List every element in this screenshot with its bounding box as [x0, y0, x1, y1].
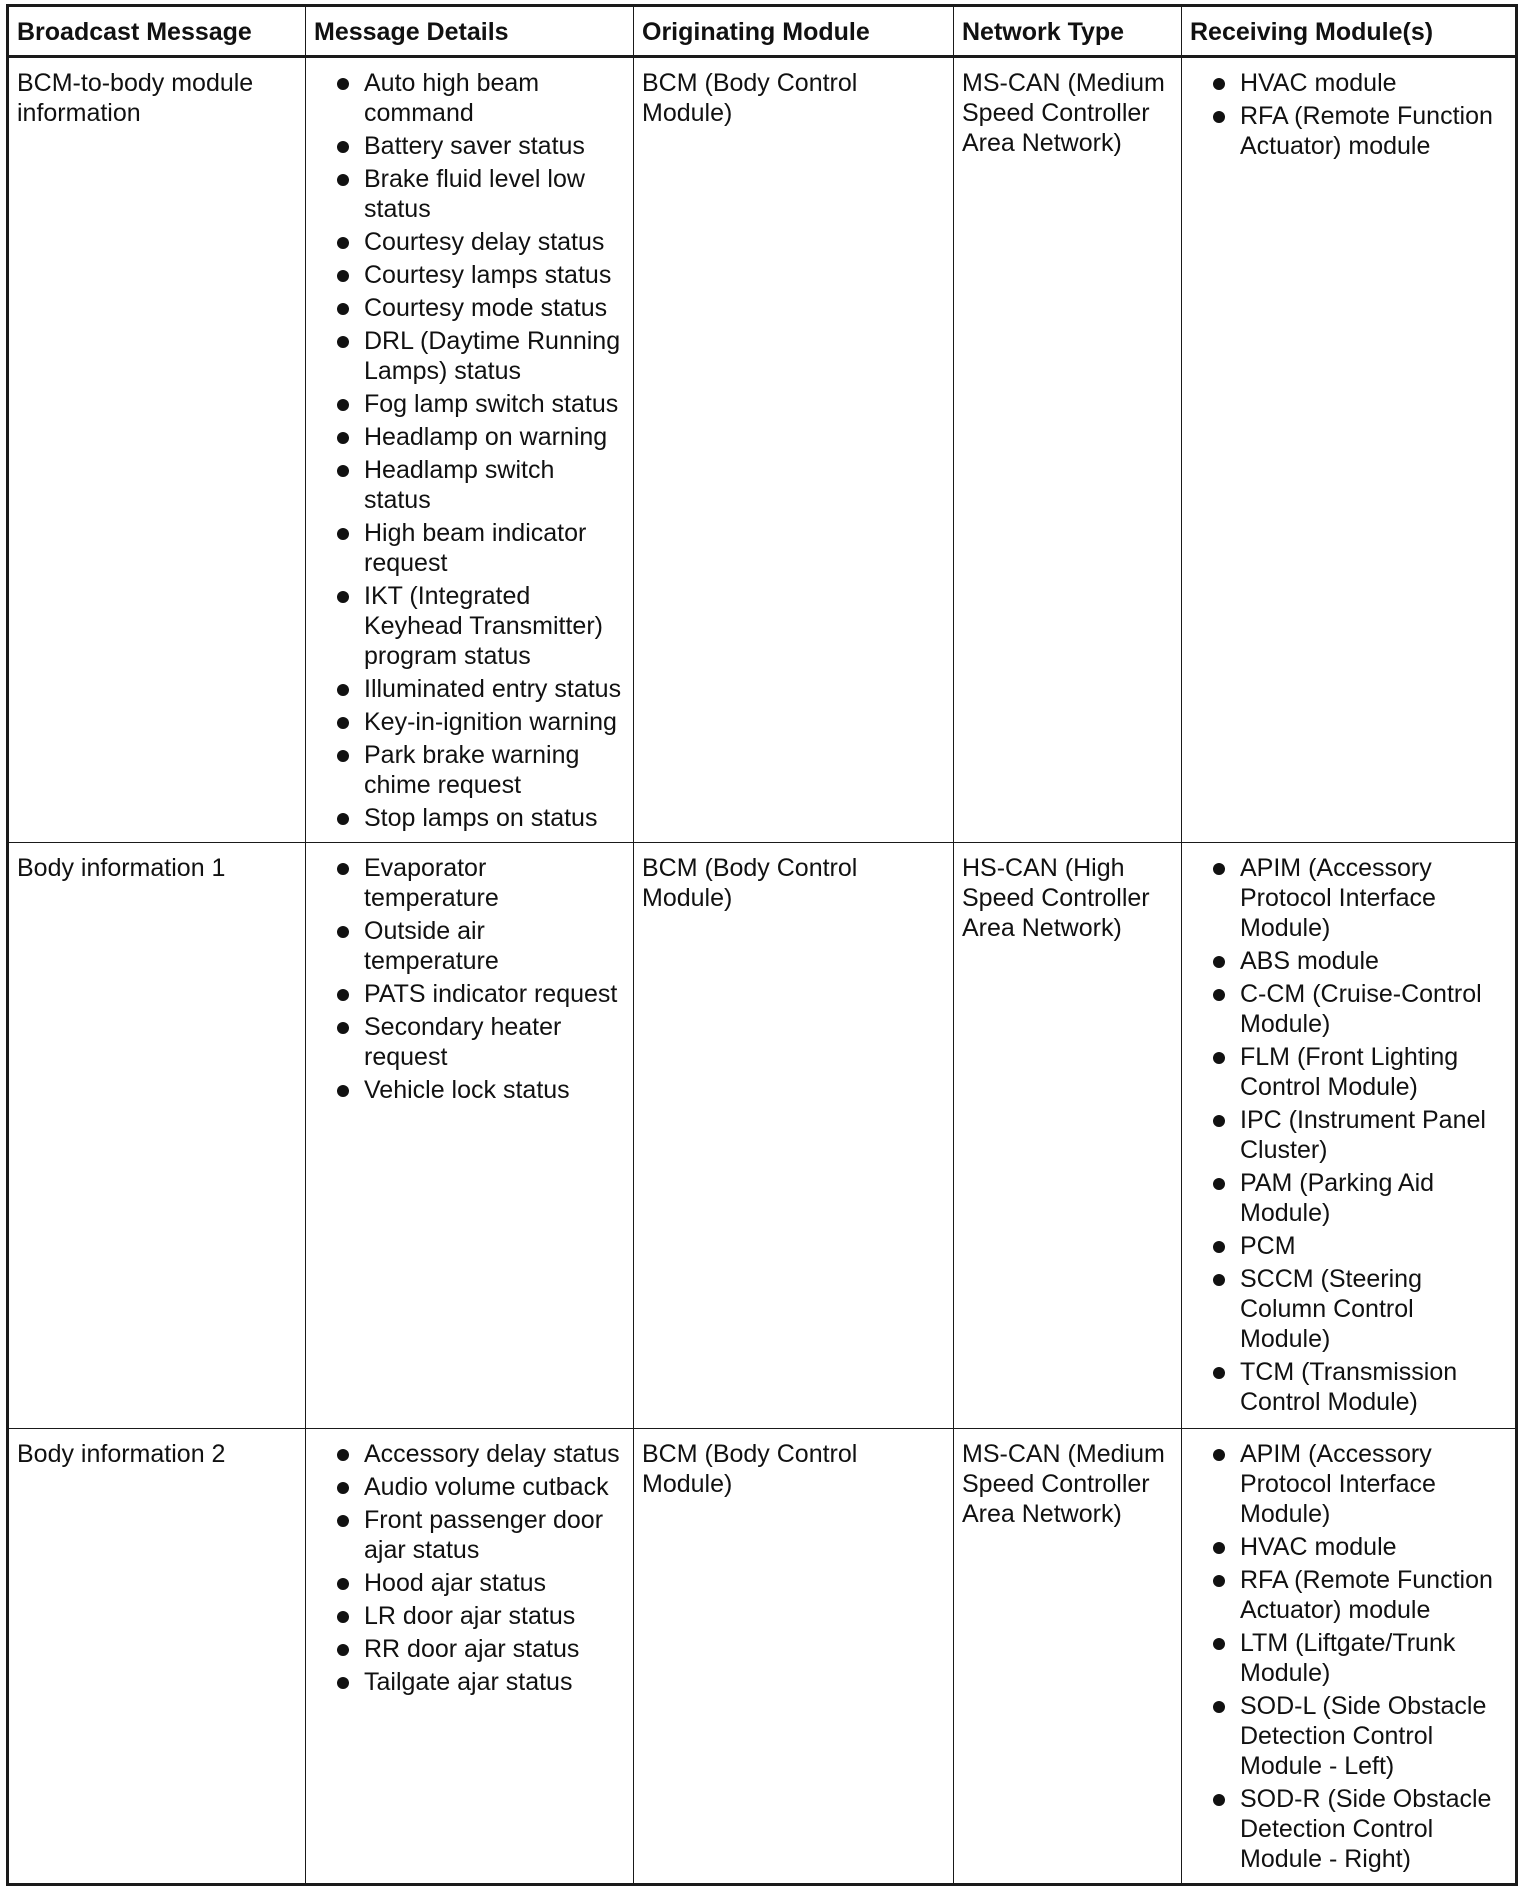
list-item: [314, 260, 625, 290]
originating-module-cell: BCM (Body Control Module): [634, 1429, 954, 1885]
list-item: [314, 1472, 625, 1502]
receiving-modules-cell: [1182, 1429, 1517, 1885]
bullet-icon: [337, 863, 349, 875]
list-item-text: RFA (Remote Function Actuator) module: [1240, 102, 1493, 160]
message-details-list: [314, 68, 625, 833]
receiving-modules-list: [1190, 853, 1507, 1417]
list-item: [314, 1667, 625, 1697]
header-message-details: Message Details: [306, 6, 634, 57]
list-item: [314, 164, 625, 224]
bullet-icon: [1213, 1178, 1225, 1190]
table-body: [8, 57, 1517, 1885]
list-item: [1190, 1042, 1507, 1102]
list-item: [1190, 1784, 1507, 1874]
network-type-cell: MS-CAN (Medium Speed Controller Area Network): [954, 57, 1182, 843]
bullet-icon: [1213, 1115, 1225, 1127]
list-item-text: PATS indicator request: [364, 980, 618, 1008]
list-item: [1190, 1628, 1507, 1688]
bullet-icon: [1213, 1052, 1225, 1064]
broadcast-message-cell: Body information 2: [8, 1429, 306, 1885]
list-item: [314, 581, 625, 671]
network-type-cell: MS-CAN (Medium Speed Controller Area Network): [954, 1429, 1182, 1885]
bullet-icon: [1213, 1638, 1225, 1650]
header-broadcast-message: Broadcast Message: [8, 6, 306, 57]
list-item: [1190, 1168, 1507, 1228]
list-item-text: IPC (Instrument Panel Cluster): [1240, 1106, 1486, 1164]
header-originating-module: Originating Module: [634, 6, 954, 57]
receiving-modules-cell: [1182, 57, 1517, 843]
list-item-text: TCM (Transmission Control Module): [1240, 1358, 1458, 1416]
list-item-text: Tailgate ajar status: [364, 1668, 573, 1696]
list-item-text: Headlamp switch status: [364, 456, 555, 514]
message-details-cell: [306, 1429, 634, 1885]
table-row: [8, 843, 1517, 1429]
bullet-icon: [337, 432, 349, 444]
list-item: [1190, 1565, 1507, 1625]
list-item: [314, 979, 625, 1009]
list-item-text: ABS module: [1240, 947, 1379, 975]
list-item: [314, 853, 625, 913]
list-item: [314, 740, 625, 800]
bullet-icon: [337, 465, 349, 477]
list-item-text: Brake fluid level low status: [364, 165, 585, 223]
message-details-list: [314, 1439, 625, 1697]
list-item-text: SOD-L (Side Obstacle Detection Control Module - Left): [1240, 1692, 1487, 1780]
message-details-cell: [306, 57, 634, 843]
list-item-text: Auto high beam command: [364, 69, 540, 127]
list-item-text: Stop lamps on status: [364, 804, 598, 832]
list-item-text: Park brake warning chime request: [364, 741, 580, 799]
message-details-list: [314, 853, 625, 1105]
bullet-icon: [1213, 863, 1225, 875]
bullet-icon: [1213, 1542, 1225, 1554]
list-item-text: Audio volume cutback: [364, 1473, 609, 1501]
list-item-text: Front passenger door ajar status: [364, 1506, 604, 1564]
list-item-text: HVAC module: [1240, 1533, 1397, 1561]
list-item: [314, 803, 625, 833]
bullet-icon: [337, 303, 349, 315]
network-type-cell: HS-CAN (High Speed Controller Area Network): [954, 843, 1182, 1429]
bullet-icon: [337, 717, 349, 729]
bullet-icon: [337, 399, 349, 411]
list-item-text: C-CM (Cruise-Control Module): [1240, 980, 1482, 1038]
list-item-text: APIM (Accessory Protocol Interface Module): [1240, 1440, 1436, 1528]
list-item-text: PAM (Parking Aid Module): [1240, 1169, 1435, 1227]
list-item: [1190, 1231, 1507, 1261]
bullet-icon: [337, 336, 349, 348]
list-item-text: HVAC module: [1240, 69, 1397, 97]
list-item-text: Fog lamp switch status: [364, 390, 619, 418]
list-item: [314, 1568, 625, 1598]
list-item-text: PCM: [1240, 1232, 1296, 1260]
list-item: [314, 1439, 625, 1469]
list-item: [314, 68, 625, 128]
list-item-text: Battery saver status: [364, 132, 585, 160]
list-item-text: RR door ajar status: [364, 1635, 580, 1663]
list-item-text: Illuminated entry status: [364, 675, 622, 703]
bullet-icon: [337, 174, 349, 186]
list-item-text: DRL (Daytime Running Lamps) status: [364, 327, 621, 385]
bullet-icon: [1213, 1701, 1225, 1713]
receiving-modules-list: [1190, 68, 1507, 161]
bullet-icon: [337, 684, 349, 696]
list-item-text: SCCM (Steering Column Control Module): [1240, 1265, 1422, 1353]
bullet-icon: [337, 591, 349, 603]
list-item: [1190, 853, 1507, 943]
bullet-icon: [1213, 1575, 1225, 1587]
list-item-text: Courtesy delay status: [364, 228, 605, 256]
list-item: [314, 518, 625, 578]
bullet-icon: [1213, 111, 1225, 123]
list-item: [314, 227, 625, 257]
bullet-icon: [337, 813, 349, 825]
list-item: [314, 1012, 625, 1072]
list-item: [314, 422, 625, 452]
receiving-modules-list: [1190, 1439, 1507, 1874]
list-item: [314, 1075, 625, 1105]
bullet-icon: [337, 1449, 349, 1461]
bullet-icon: [337, 1022, 349, 1034]
bullet-icon: [337, 78, 349, 90]
bullet-icon: [337, 1677, 349, 1689]
list-item-text: SOD-R (Side Obstacle Detection Control Module - Right): [1240, 1785, 1492, 1873]
list-item-text: Accessory delay status: [364, 1440, 620, 1468]
bullet-icon: [1213, 1449, 1225, 1461]
list-item-text: LTM (Liftgate/Trunk Module): [1240, 1629, 1456, 1687]
list-item-text: Secondary heater request: [364, 1013, 562, 1071]
list-item-text: IKT (Integrated Keyhead Transmitter) program status: [364, 582, 603, 670]
list-item: [314, 1601, 625, 1631]
table-row: [8, 57, 1517, 843]
list-item: [1190, 1532, 1507, 1562]
list-item: [1190, 946, 1507, 976]
list-item-text: Vehicle lock status: [364, 1076, 570, 1104]
list-item: [1190, 979, 1507, 1039]
list-item: [314, 455, 625, 515]
list-item: [1190, 68, 1507, 98]
bullet-icon: [337, 528, 349, 540]
header-receiving-modules: Receiving Module(s): [1182, 6, 1517, 57]
list-item: [1190, 101, 1507, 161]
list-item-text: Courtesy mode status: [364, 294, 608, 322]
list-item: [1190, 1691, 1507, 1781]
bullet-icon: [1213, 1241, 1225, 1253]
bullet-icon: [337, 750, 349, 762]
broadcast-message-table-wrapper: [6, 4, 1515, 1886]
bullet-icon: [1213, 989, 1225, 1001]
list-item: [314, 1505, 625, 1565]
bullet-icon: [1213, 78, 1225, 90]
list-item: [314, 389, 625, 419]
originating-module-cell: BCM (Body Control Module): [634, 57, 954, 843]
list-item: [314, 1634, 625, 1664]
header-network-type: Network Type: [954, 6, 1182, 57]
list-item-text: Outside air temperature: [364, 917, 499, 975]
bullet-icon: [337, 1644, 349, 1656]
bullet-icon: [337, 1611, 349, 1623]
bullet-icon: [337, 141, 349, 153]
list-item-text: Evaporator temperature: [364, 854, 499, 912]
list-item: [314, 326, 625, 386]
bullet-icon: [337, 926, 349, 938]
bullet-icon: [1213, 1367, 1225, 1379]
list-item: [1190, 1439, 1507, 1529]
bullet-icon: [1213, 1274, 1225, 1286]
bullet-icon: [337, 1515, 349, 1527]
list-item: [314, 916, 625, 976]
list-item-text: RFA (Remote Function Actuator) module: [1240, 1566, 1493, 1624]
list-item: [314, 707, 625, 737]
bullet-icon: [1213, 1794, 1225, 1806]
list-item: [1190, 1264, 1507, 1354]
originating-module-cell: BCM (Body Control Module): [634, 843, 954, 1429]
list-item-text: High beam indicator request: [364, 519, 587, 577]
table-header-row: [8, 6, 1517, 57]
bullet-icon: [337, 1578, 349, 1590]
broadcast-message-cell: BCM-to-body module information: [8, 57, 306, 843]
message-details-cell: [306, 843, 634, 1429]
list-item-text: Headlamp on warning: [364, 423, 608, 451]
bullet-icon: [337, 1085, 349, 1097]
broadcast-message-cell: Body information 1: [8, 843, 306, 1429]
list-item-text: FLM (Front Lighting Control Module): [1240, 1043, 1459, 1101]
list-item-text: Courtesy lamps status: [364, 261, 612, 289]
table-row: [8, 1429, 1517, 1885]
bullet-icon: [337, 989, 349, 1001]
list-item: [314, 293, 625, 323]
receiving-modules-cell: [1182, 843, 1517, 1429]
bullet-icon: [337, 1482, 349, 1494]
list-item: [1190, 1357, 1507, 1417]
list-item: [314, 131, 625, 161]
broadcast-message-table: [6, 4, 1518, 1886]
bullet-icon: [337, 237, 349, 249]
list-item: [314, 674, 625, 704]
list-item-text: APIM (Accessory Protocol Interface Module): [1240, 854, 1436, 942]
list-item-text: Key-in-ignition warning: [364, 708, 617, 736]
list-item-text: LR door ajar status: [364, 1602, 576, 1630]
list-item-text: Hood ajar status: [364, 1569, 547, 1597]
bullet-icon: [337, 270, 349, 282]
list-item: [1190, 1105, 1507, 1165]
bullet-icon: [1213, 956, 1225, 968]
